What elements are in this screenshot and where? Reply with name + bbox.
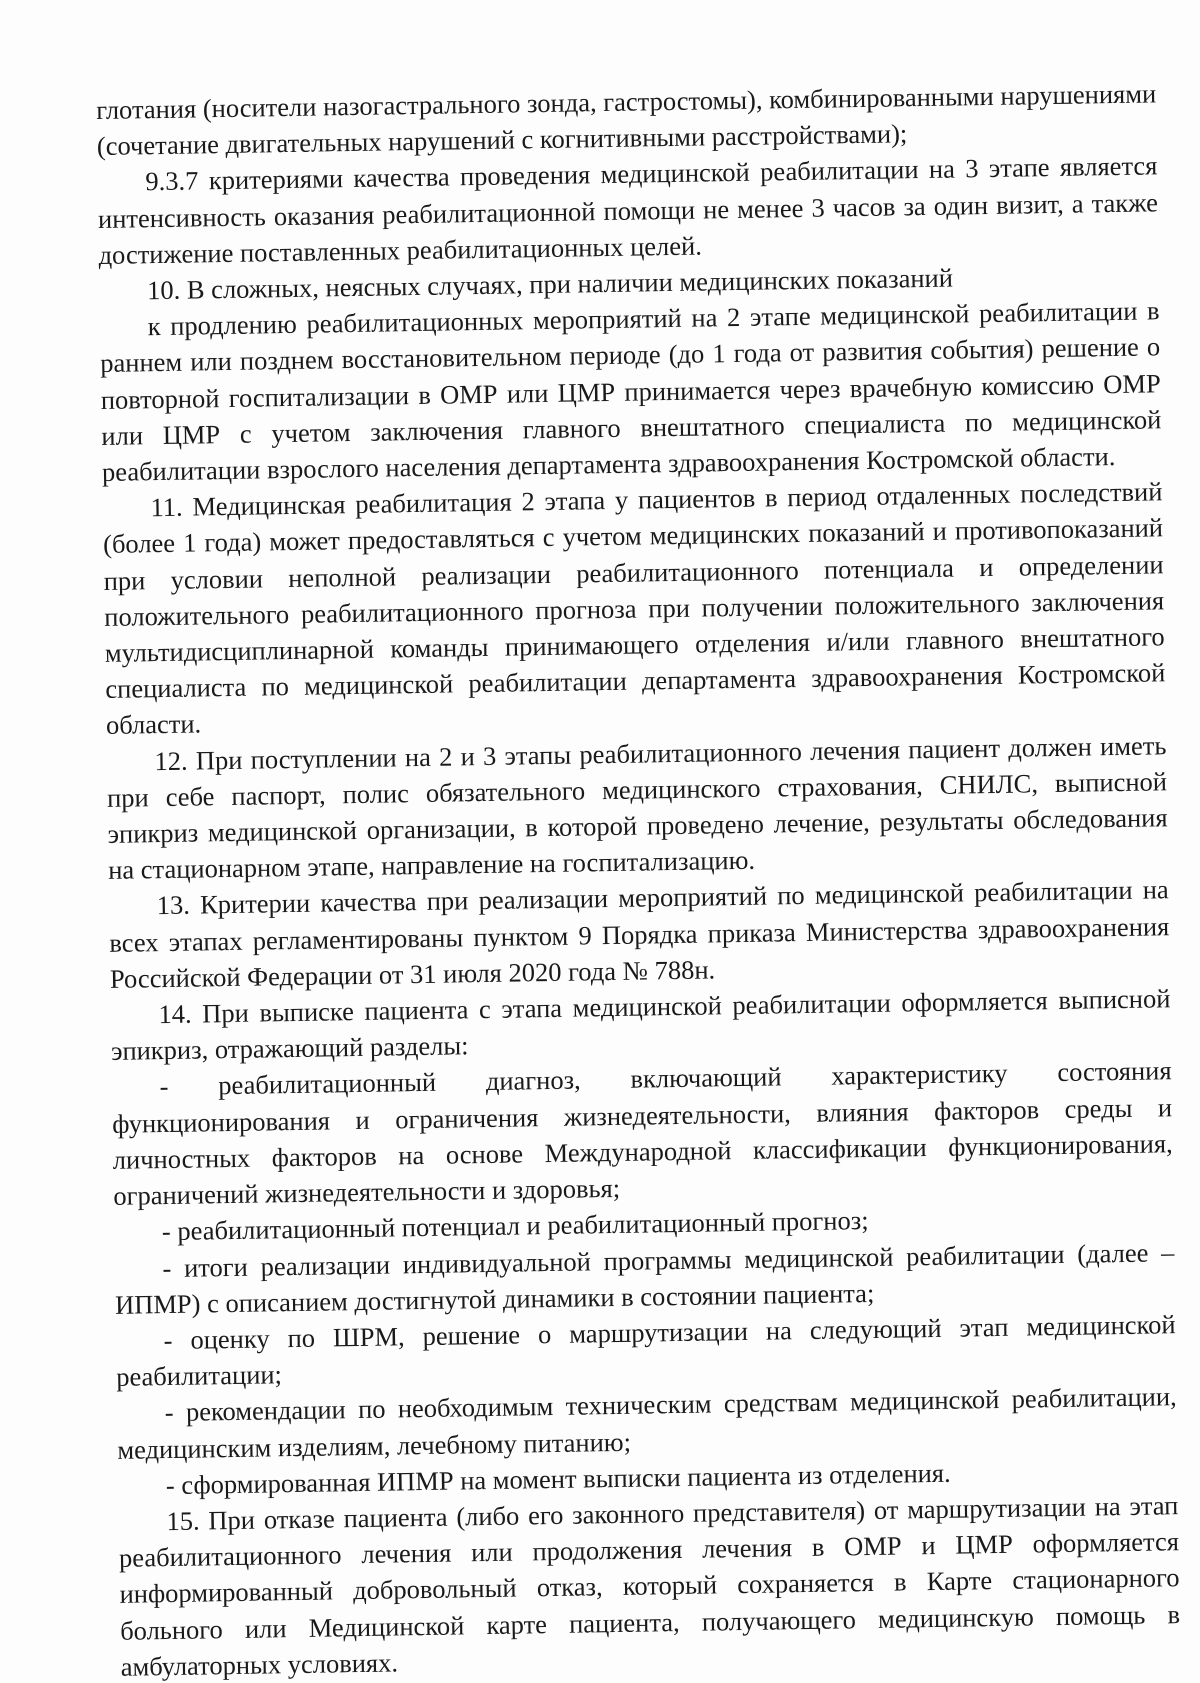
paragraph-10: 10. В сложных, неясных случаях, при наличии медицинских показаний xyxy=(146,262,954,306)
list-item: - рекомендации по необходимым техническим средствам медицинской реабилитации, медицинским изделиям, лечебному питанию; xyxy=(117,1381,1177,1465)
document-body xyxy=(96,75,1181,1683)
paragraph-13: 13. Критерии качества при реализации мероприятий по медицинской реабилитации на всех этапах регламентированы пунктом 9 Порядка приказа Министерства здравоохранения Российской Федерации от 31 июля 2020 года № 788н. xyxy=(109,874,1170,994)
paragraph-14: 14. При выписке пациента с этапа медицинской реабилитации оформляется выписной эпикриз, отражающий разделы: xyxy=(110,983,1171,1067)
list-item: - сформированная ИПМР на момент выписки пациента из отделения. xyxy=(165,1457,951,1500)
list-item: - оценку по ШРМ, решение о маршрутизации на следующий этап медицинской реабилитации; xyxy=(115,1309,1176,1392)
paragraph-10-continued: к продлению реабилитационных мероприятий на 2 этапе медицинской реабилитации в раннем или позднем восстановительном периоде (до 1 года от развития события) решение о повторной госпитализации в ОМР или ЦМР принимается через врачебную комиссию ОМР или ЦМР с учетом заключения главного внештатного специалиста по медицинской реабилитации взрослого населения департамента здравоохранения Костромской области. xyxy=(100,295,1162,487)
list-item: - итоги реализации индивидуальной программы медицинской реабилитации (далее – ИПМР) с описанием достигнутой динамики в состоянии пациента; xyxy=(114,1236,1175,1320)
paragraph-9-3-7: 9.3.7 критериями качества проведения медицинской реабилитации на 3 этапе является интенсивность оказания реабилитационной помощи не менее 3 часов за один визит, а также достижение поставленных реабилитационных целей. xyxy=(97,150,1159,270)
list-item: - реабилитационный диагноз, включающий характеристику состояния функционирования и ограничения жизнедеятельности, влияния факторов среды и личностных факторов на основе Международной классификации функционирования, ограничений жизнедеятельности и здоровья; xyxy=(111,1055,1173,1211)
list-item: - реабилитационный потенциал и реабилитационный прогноз; xyxy=(161,1205,869,1247)
paragraph-12: 12. При поступлении на 2 и 3 этапы реабилитационного лечения пациент должен иметь при себе паспорт, полис обязательного медицинского страхования, СНИЛС, выписной эпикриз медицинской организации, в которой проведено лечение, результаты обследования на стационарном этапе, направление на госпитализацию. xyxy=(106,729,1168,886)
paragraph-continuation: глотания (носители назогастрального зонда, гастростомы), комбинированными нарушениями (сочетание двигательных нарушений с когнитивными расстройствами); xyxy=(96,78,1157,162)
paragraph-11: 11. Медицинская реабилитация 2 этапа у пациентов в период отдаленных последствий (более 1 года) может предоставляться с учетом медицинских показаний и противопоказаний при условии неполной реализации реабилитационного потенциала и определении положительного реабилитационного прогноза при получении положительного заключения мультидисциплинарной команды принимающего отделения и/или главного внештатного специалиста по медицинской реабилитации департамента здравоохранения Костромской области. xyxy=(102,476,1166,741)
paragraph-15: 15. При отказе пациента (либо его законного представителя) от маршрутизации на этап реабилитационного лечения или продолжения лечения в ОМР и ЦМР оформляется информированный добровольный отказ, который сохраняется в Карте стационарного больного или Медицинской карте пациента, получающего медицинскую помощь в амбулаторных условиях. xyxy=(118,1490,1181,1682)
